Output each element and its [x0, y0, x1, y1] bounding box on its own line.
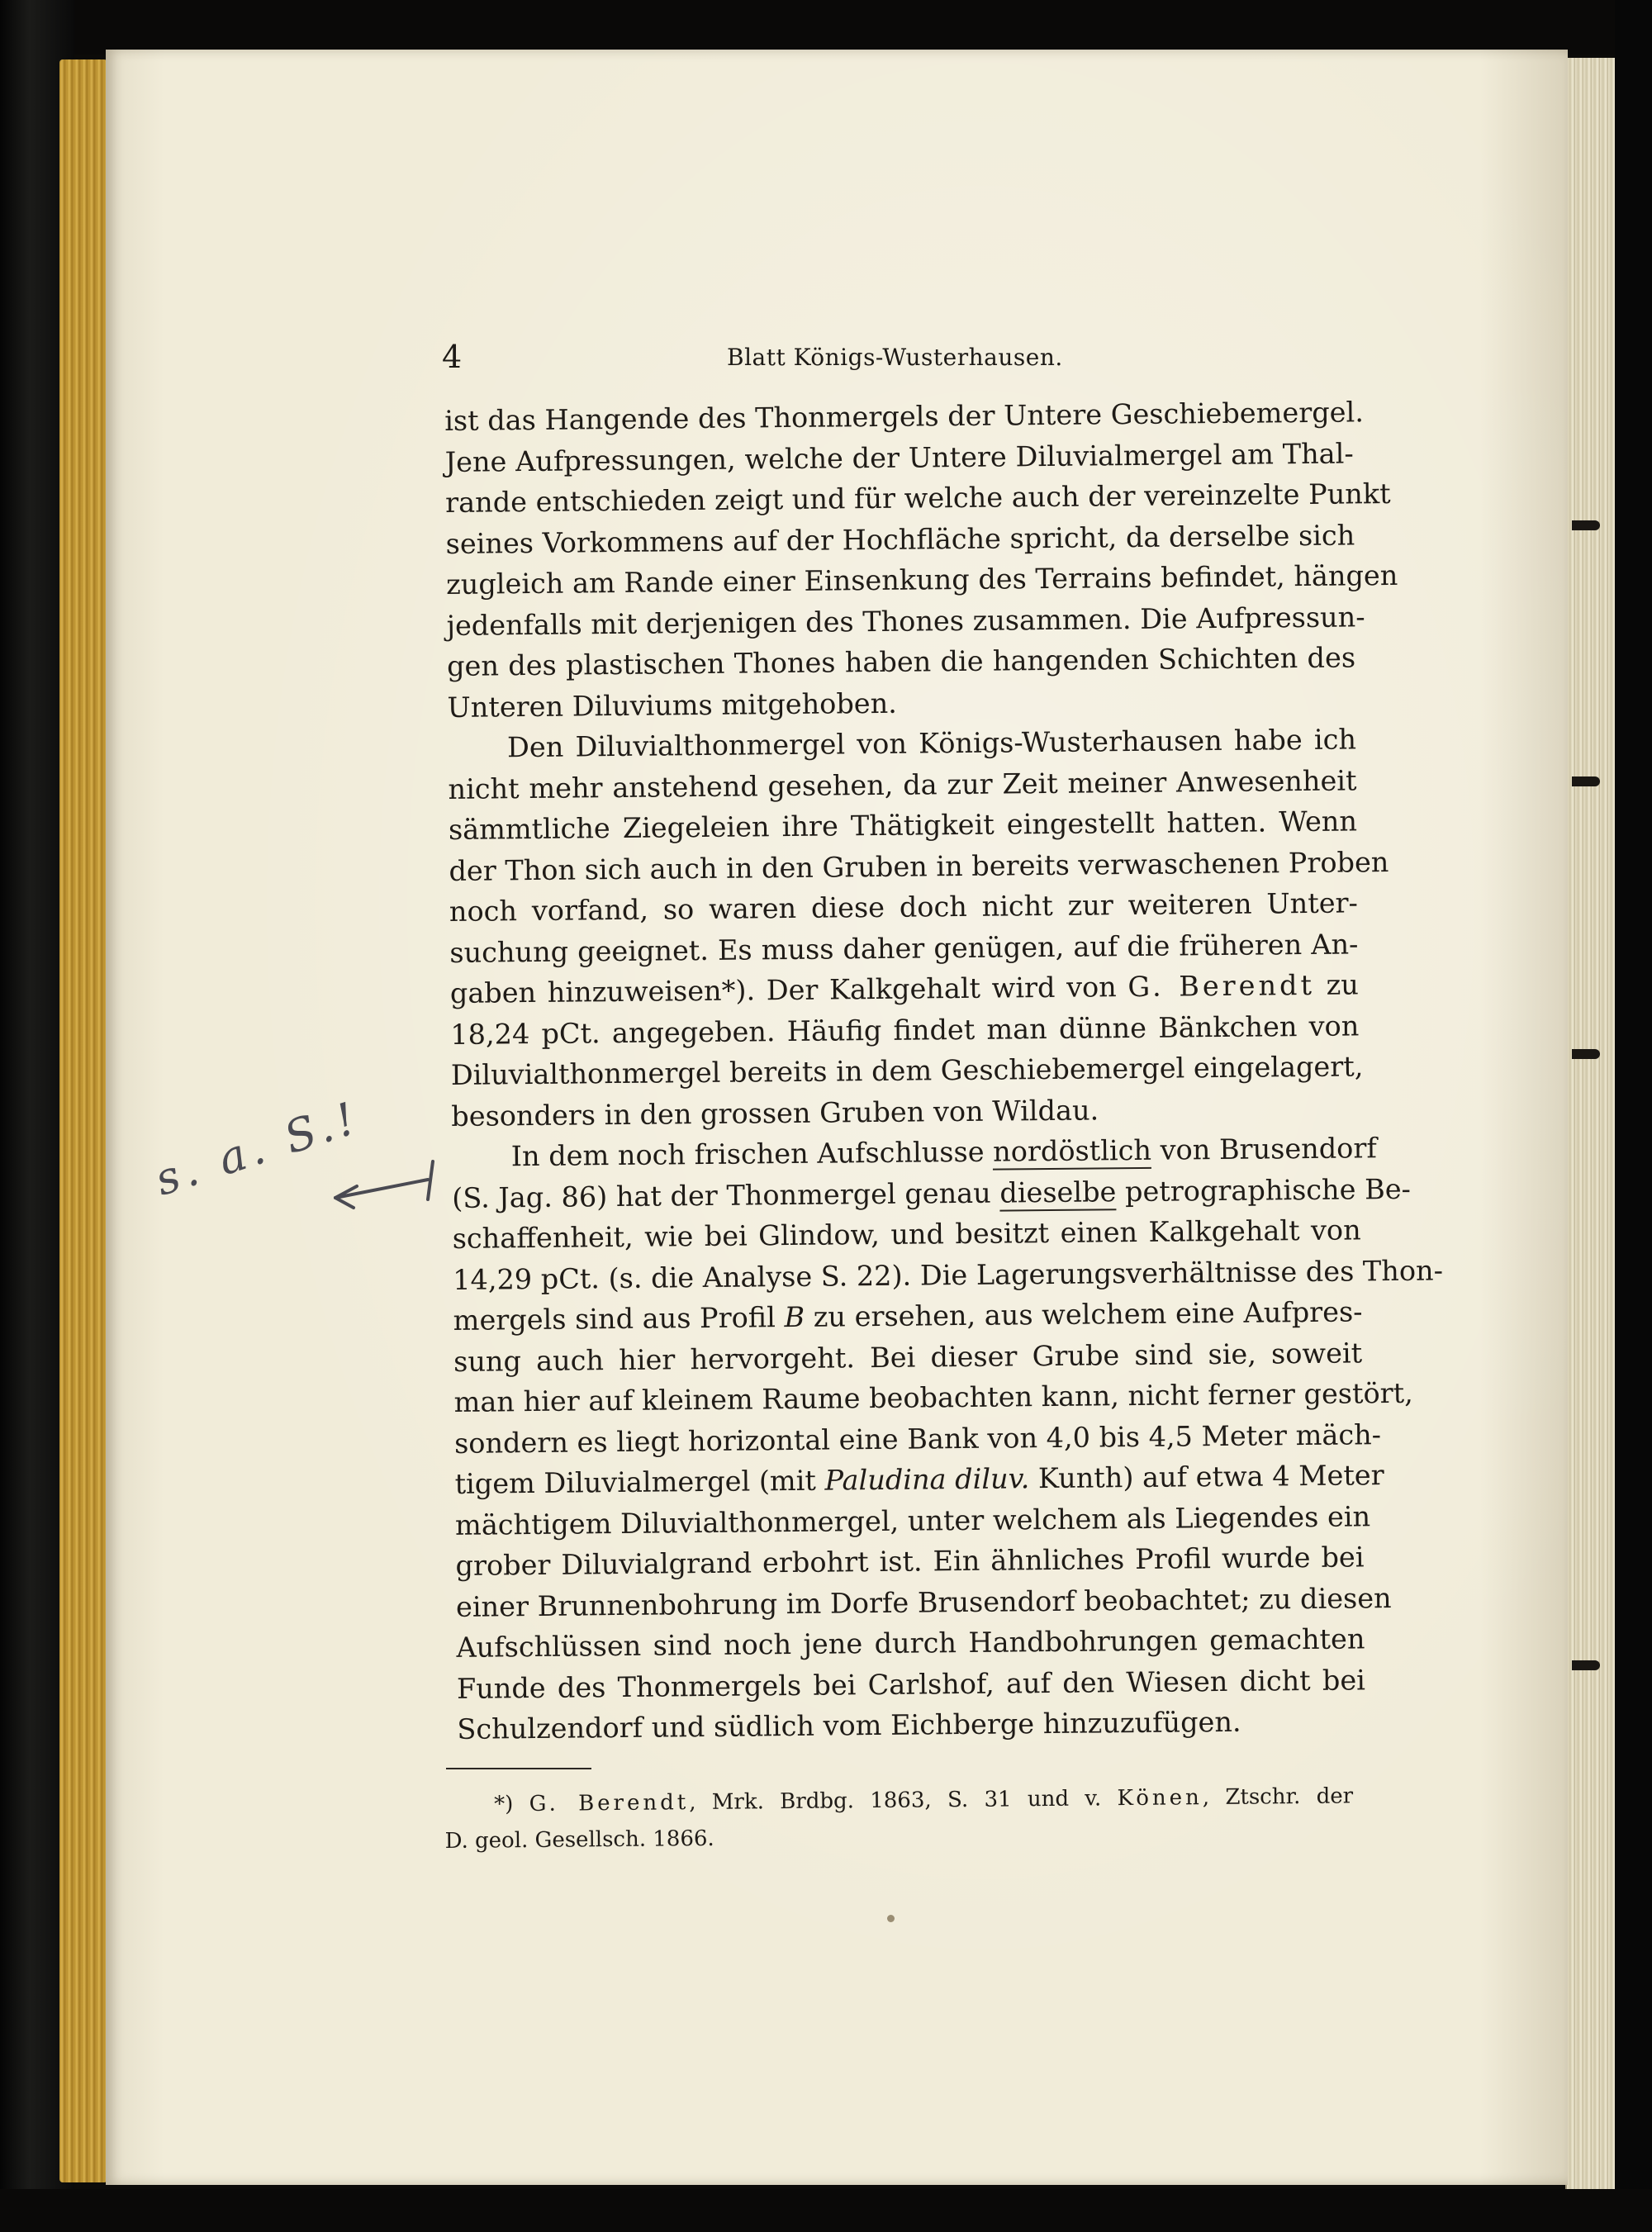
- running-head: Blatt Königs-Wusterhausen.: [727, 344, 1063, 371]
- page-tab-marker: [1572, 1049, 1600, 1059]
- underlined-word: nordöstlich: [993, 1134, 1151, 1171]
- underlined-word: dieselbe: [999, 1175, 1116, 1211]
- text-segment: mergels sind aus Profil: [453, 1301, 776, 1337]
- text-line: Jene Aufpressungen, welche der Untere Diluvialmergel am Thal-: [444, 436, 1354, 478]
- text-line: grober Diluvialgrand erbohrt ist. Ein ähnliches Profil wurde bei: [455, 1541, 1365, 1582]
- text-line: einer Brunnenbohrung im Dorfe Brusendorf beobachtet; zu diesen: [455, 1581, 1392, 1623]
- page-header: [442, 339, 1351, 380]
- author-name: G. Berendt: [1127, 968, 1316, 1004]
- text-line: Aufschlüssen sind noch jene durch Handbohrungen gemachten: [456, 1622, 1365, 1664]
- text-line: jedenfalls mit derjenigen des Thones zusammen. Die Aufpressun-: [446, 600, 1365, 642]
- text-segment: Kunth) auf etwa 4 Meter: [1037, 1459, 1384, 1495]
- text-line: sondern es liegt horizontal eine Bank von 4,0 bis 4,5 Meter mäch-: [453, 1418, 1382, 1460]
- text-segment: (S. Jag. 86) hat der Thonmergel genau: [452, 1176, 991, 1214]
- profile-letter: B: [784, 1300, 805, 1334]
- book-cover-top: [0, 0, 1652, 55]
- author-name: G. Berendt: [529, 1790, 690, 1817]
- paragraph-2: [448, 719, 1389, 1137]
- paragraph-1: [444, 392, 1398, 728]
- text-line: gen des plastischen Thones haben die hangenden Schichten des: [446, 641, 1356, 682]
- text-line: schaffenheit, wie bei Glindow, und besitzt einen Kalkgehalt von: [452, 1213, 1361, 1255]
- body-text: [444, 392, 1444, 1750]
- footnote-rule: [446, 1768, 591, 1769]
- text-segment: von Brusendorf: [1160, 1132, 1377, 1166]
- page-tab-marker: [1572, 1660, 1600, 1670]
- text-line: sung auch hier hervorgeht. Bei dieser Grube sind sie, soweit: [453, 1336, 1363, 1378]
- paper-spot: [887, 1915, 895, 1922]
- text-line: 14,29 pCt. (s. die Analyse S. 22). Die Lagerungsverhältnisse des Thon-: [453, 1253, 1444, 1296]
- text-line: zugleich am Rande einer Einsenkung des Terrains befindet, hängen: [445, 558, 1398, 601]
- text-line: mächtigem Diluvialthonmergel, unter welchem als Liegendes ein: [454, 1499, 1371, 1541]
- book-cover-right: [1615, 0, 1652, 2232]
- text-segment: zu ersehen, aus welchem eine Aufpres-: [813, 1295, 1363, 1333]
- author-name: Könen: [1117, 1785, 1203, 1812]
- text-line: der Thon sich auch in den Gruben in bereits verwaschenen Proben: [449, 845, 1389, 887]
- page-number: 4: [442, 339, 463, 375]
- footnote-marker: *): [494, 1792, 514, 1817]
- text-line: sämmtliche Ziegeleien ihre Thätigkeit eingestellt hatten. Wenn: [448, 805, 1358, 846]
- species-name: Paludina diluv.: [824, 1462, 1030, 1497]
- text-line: ist das Hangende des Thonmergels der Untere Geschiebemergel.: [444, 396, 1365, 437]
- book-cover-bottom: [0, 2189, 1652, 2232]
- text-segment: , Mrk. Brdbg. 1863, S. 31 und v.: [689, 1786, 1102, 1816]
- text-line: man hier auf kleinem Raume beobachten kann, nicht ferner gestört,: [453, 1376, 1413, 1418]
- text-line: rande entschieden zeigt und für welche auch der vereinzelte Punkt: [444, 477, 1391, 519]
- text-segment: In dem noch frischen Aufschlusse: [510, 1135, 985, 1173]
- text-segment: petrographische Be-: [1124, 1172, 1412, 1208]
- text-segment: gaben hinzuweisen*). Der Kalkgehalt wird von: [449, 971, 1117, 1009]
- text-line: Den Diluvialthonmergel von Königs-Wusterhausen habe ich: [506, 723, 1357, 764]
- gilt-page-edges: [59, 59, 107, 2182]
- margin-note-text: s. a. S.!: [149, 1090, 367, 1206]
- text-line: noch vorfand, so waren diese doch nicht zur weiteren Unter-: [449, 886, 1359, 928]
- text-segment: tigem Diluvialmergel (mit: [454, 1464, 817, 1500]
- text-line: Diluvialthonmergel bereits in dem Geschiebemergel eingelagert,: [450, 1050, 1364, 1091]
- text-segment: zu: [1326, 968, 1360, 1001]
- text-line: 18,24 pCt. angegeben. Häufig findet man dünne Bänkchen von: [450, 1009, 1360, 1051]
- page-tab-marker: [1572, 776, 1600, 786]
- pencil-arrow-icon: [329, 1156, 444, 1223]
- text-line: suchung geeignet. Es muss daher genügen, auf die früheren An-: [449, 927, 1359, 969]
- text-line: besonders in den grossen Gruben von Wildau.: [451, 1093, 1099, 1133]
- text-segment: , Ztschr. der: [1202, 1783, 1354, 1811]
- footnote-line: D. geol. Gesellsch. 1866.: [444, 1826, 714, 1854]
- handwritten-margin-note: [149, 1090, 446, 1256]
- paragraph-3: [452, 1128, 1444, 1750]
- text-line: Schulzendorf und südlich vom Eichberge hinzuzufügen.: [457, 1705, 1241, 1745]
- text-line: Unteren Diluviums mitgehoben.: [447, 686, 898, 724]
- page-stack-right: [1565, 58, 1616, 2197]
- text-line: nicht mehr anstehend gesehen, da zur Zeit meiner Anwesenheit: [448, 763, 1357, 805]
- footnote: [444, 1778, 1354, 1859]
- page-tab-marker: [1572, 520, 1600, 530]
- text-line: Funde des Thonmergels bei Carlshof, auf den Wiesen dicht bei: [456, 1663, 1366, 1705]
- text-line: seines Vorkommens auf der Hochfläche spricht, da derselbe sich: [445, 518, 1355, 560]
